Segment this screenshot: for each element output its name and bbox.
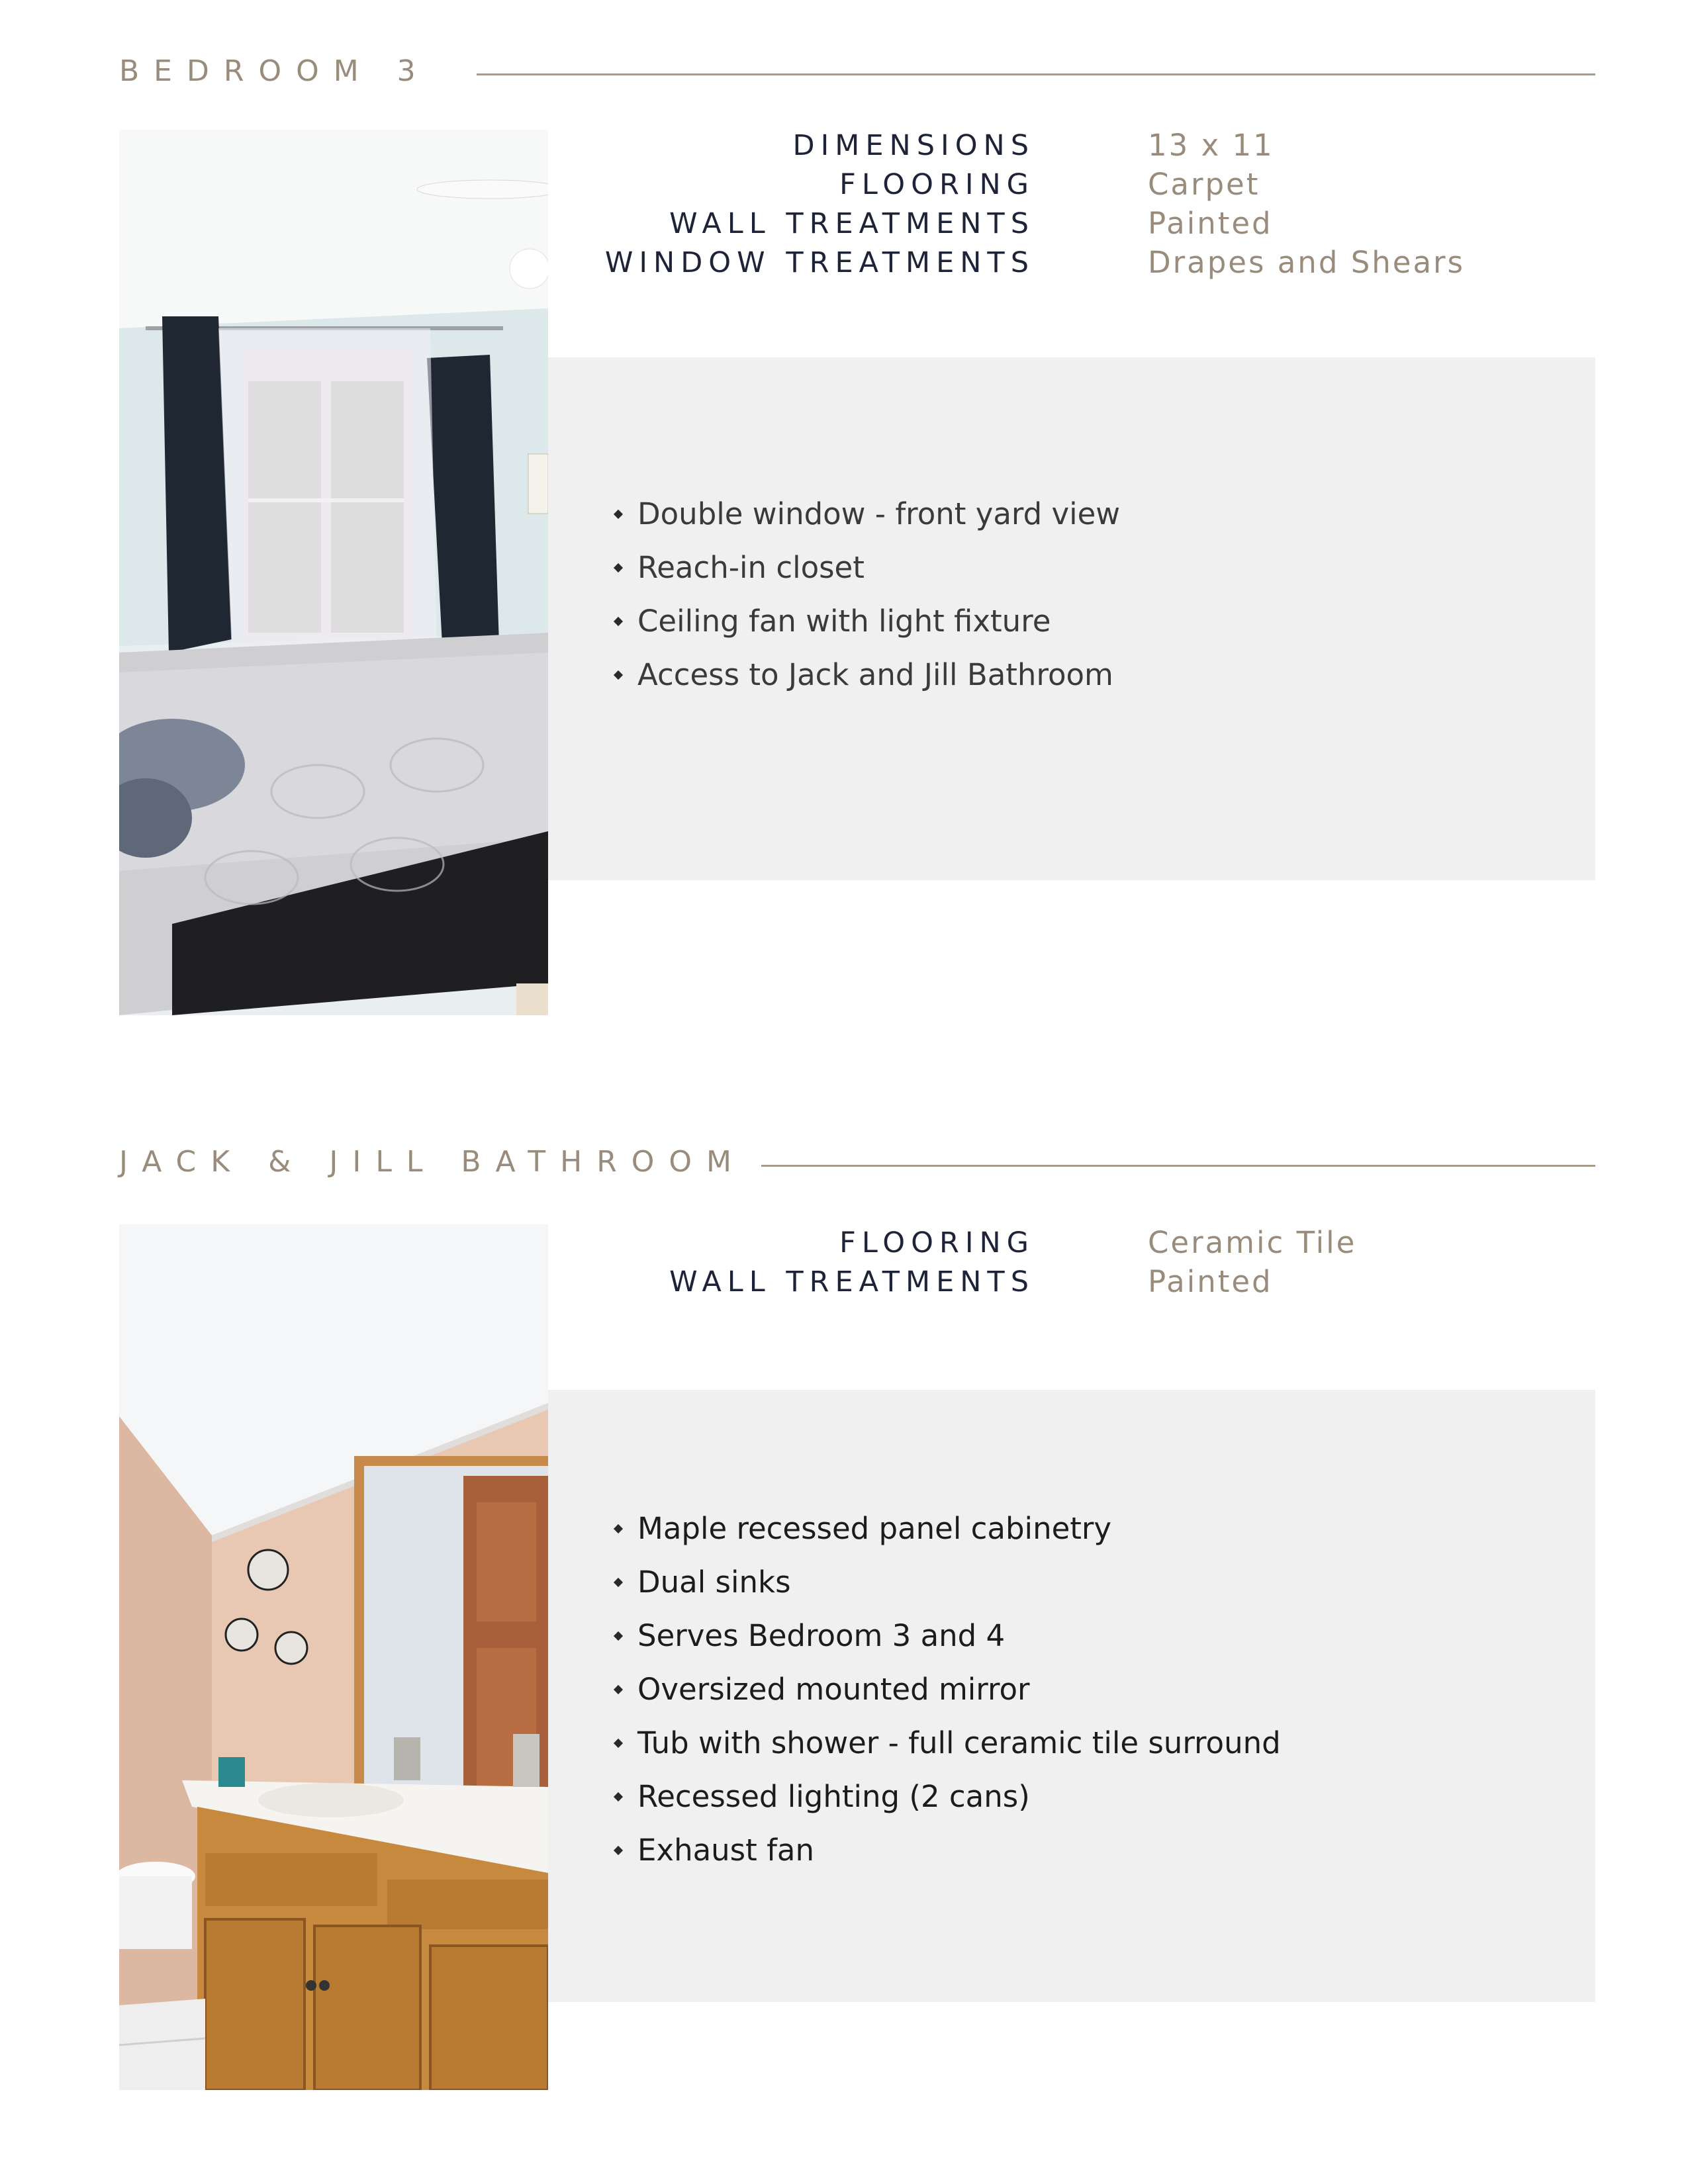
spec-label: DIMENSIONS xyxy=(792,129,1035,162)
feature-text: Tub with shower - full ceramic tile surround xyxy=(637,1725,1281,1760)
bullet-icon xyxy=(614,617,623,626)
feature-list xyxy=(612,487,1120,702)
feature-text: Dual sinks xyxy=(637,1565,791,1600)
spec-label: WALL TREATMENTS xyxy=(669,1265,1035,1298)
feature-text: Exhaust fan xyxy=(637,1833,815,1868)
list-item xyxy=(612,1770,1281,1823)
spec-row-flooring xyxy=(548,1223,1595,1263)
spec-value: Ceramic Tile xyxy=(1148,1225,1357,1260)
bathroom-photo xyxy=(119,1224,548,2090)
bullet-icon xyxy=(614,510,623,519)
list-item xyxy=(612,1555,1281,1609)
spec-value: Painted xyxy=(1148,206,1273,241)
spec-label: FLOORING xyxy=(839,1226,1035,1259)
section-title-bedroom-3: BEDROOM 3 xyxy=(119,54,430,88)
spec-row-window-treatments xyxy=(548,243,1595,283)
feature-text: Double window - front yard view xyxy=(637,496,1121,531)
feature-text: Ceiling fan with light fixture xyxy=(637,604,1051,639)
bedroom-photo xyxy=(119,130,548,1015)
spec-value: Drapes and Shears xyxy=(1148,245,1465,280)
feature-text: Reach-in closet xyxy=(637,550,865,585)
list-item xyxy=(612,1716,1281,1770)
feature-text: Access to Jack and Jill Bathroom xyxy=(637,657,1113,692)
feature-text: Oversized mounted mirror xyxy=(637,1672,1030,1707)
spec-label: FLOORING xyxy=(839,168,1035,201)
bullet-icon xyxy=(614,1739,623,1748)
bullet-icon xyxy=(614,563,623,572)
spec-row-flooring xyxy=(548,165,1595,205)
list-item xyxy=(612,1609,1281,1662)
spec-row-dimensions xyxy=(548,126,1595,165)
section-divider xyxy=(761,1165,1595,1167)
list-item xyxy=(612,1502,1281,1555)
spec-row-wall-treatments xyxy=(548,1262,1595,1302)
list-item xyxy=(612,1662,1281,1716)
list-item xyxy=(612,648,1120,702)
list-item xyxy=(612,487,1120,541)
bullet-icon xyxy=(614,1631,623,1641)
list-item xyxy=(612,1823,1281,1877)
bullet-icon xyxy=(614,1846,623,1855)
list-item xyxy=(612,541,1120,594)
feature-text: Recessed lighting (2 cans) xyxy=(637,1779,1030,1814)
section-title-jack-jill-bathroom: JACK & JILL BATHROOM xyxy=(119,1145,746,1179)
feature-text: Serves Bedroom 3 and 4 xyxy=(637,1618,1006,1653)
bullet-icon xyxy=(614,1792,623,1801)
section-divider xyxy=(477,73,1595,75)
bullet-icon xyxy=(614,670,623,680)
bullet-icon xyxy=(614,1524,623,1533)
bullet-icon xyxy=(614,1578,623,1587)
spec-label: WINDOW TREATMENTS xyxy=(604,246,1035,279)
bullet-icon xyxy=(614,1685,623,1694)
list-item xyxy=(612,594,1120,648)
spec-row-wall-treatments xyxy=(548,204,1595,244)
spec-value: Carpet xyxy=(1148,167,1260,202)
spec-value: 13 x 11 xyxy=(1148,128,1274,163)
feature-list xyxy=(612,1502,1281,1877)
spec-label: WALL TREATMENTS xyxy=(669,207,1035,240)
spec-value: Painted xyxy=(1148,1264,1273,1299)
feature-text: Maple recessed panel cabinetry xyxy=(637,1511,1112,1546)
